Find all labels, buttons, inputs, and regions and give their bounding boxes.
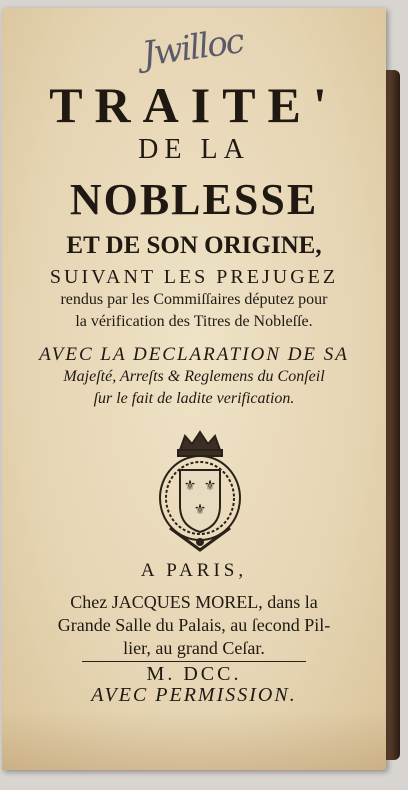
title-line-7: la vérification des Titres de Nobleſſe.	[75, 313, 313, 330]
svg-text:⚜: ⚜	[193, 503, 207, 518]
title-line-8: AVEC LA DECLARATION DE SA	[39, 344, 349, 365]
svg-text:⚜: ⚜	[183, 479, 197, 494]
imprint-line-3: lier, au grand Ceſar.	[123, 638, 265, 658]
title-line-9: Majeſté, Arreſts & Reglemens du Conſeil	[63, 368, 325, 385]
divider-rule	[82, 661, 306, 662]
imprint-line-2: Grande Salle du Palais, au ſecond Pil-	[57, 615, 331, 635]
title-line-6: rendus par les Commiſſaires députez pour	[60, 291, 328, 308]
imprint-line-1: Chez JACQUES MOREL, dans la	[70, 592, 318, 612]
title-line-2: DE LA	[138, 134, 250, 165]
title-page	[2, 8, 386, 770]
title-line-1: TRAITE'	[49, 77, 339, 133]
title-line-5: SUIVANT LES PREJUGEZ	[49, 266, 339, 288]
coat-of-arms-icon	[150, 428, 250, 553]
handwritten-signature: Jwilloc	[139, 21, 246, 75]
imprint-permission: AVEC PERMISSION.	[91, 684, 297, 706]
title-line-4: ET DE SON ORIGINE,	[66, 232, 322, 259]
title-line-10: ſur le fait de ladite verification.	[93, 390, 295, 407]
title-line-3: NOBLESSE	[69, 175, 319, 224]
svg-text:⚜: ⚜	[203, 479, 217, 494]
imprint-year: M. DCC.	[146, 663, 242, 685]
imprint-city: A PARIS,	[140, 560, 248, 581]
